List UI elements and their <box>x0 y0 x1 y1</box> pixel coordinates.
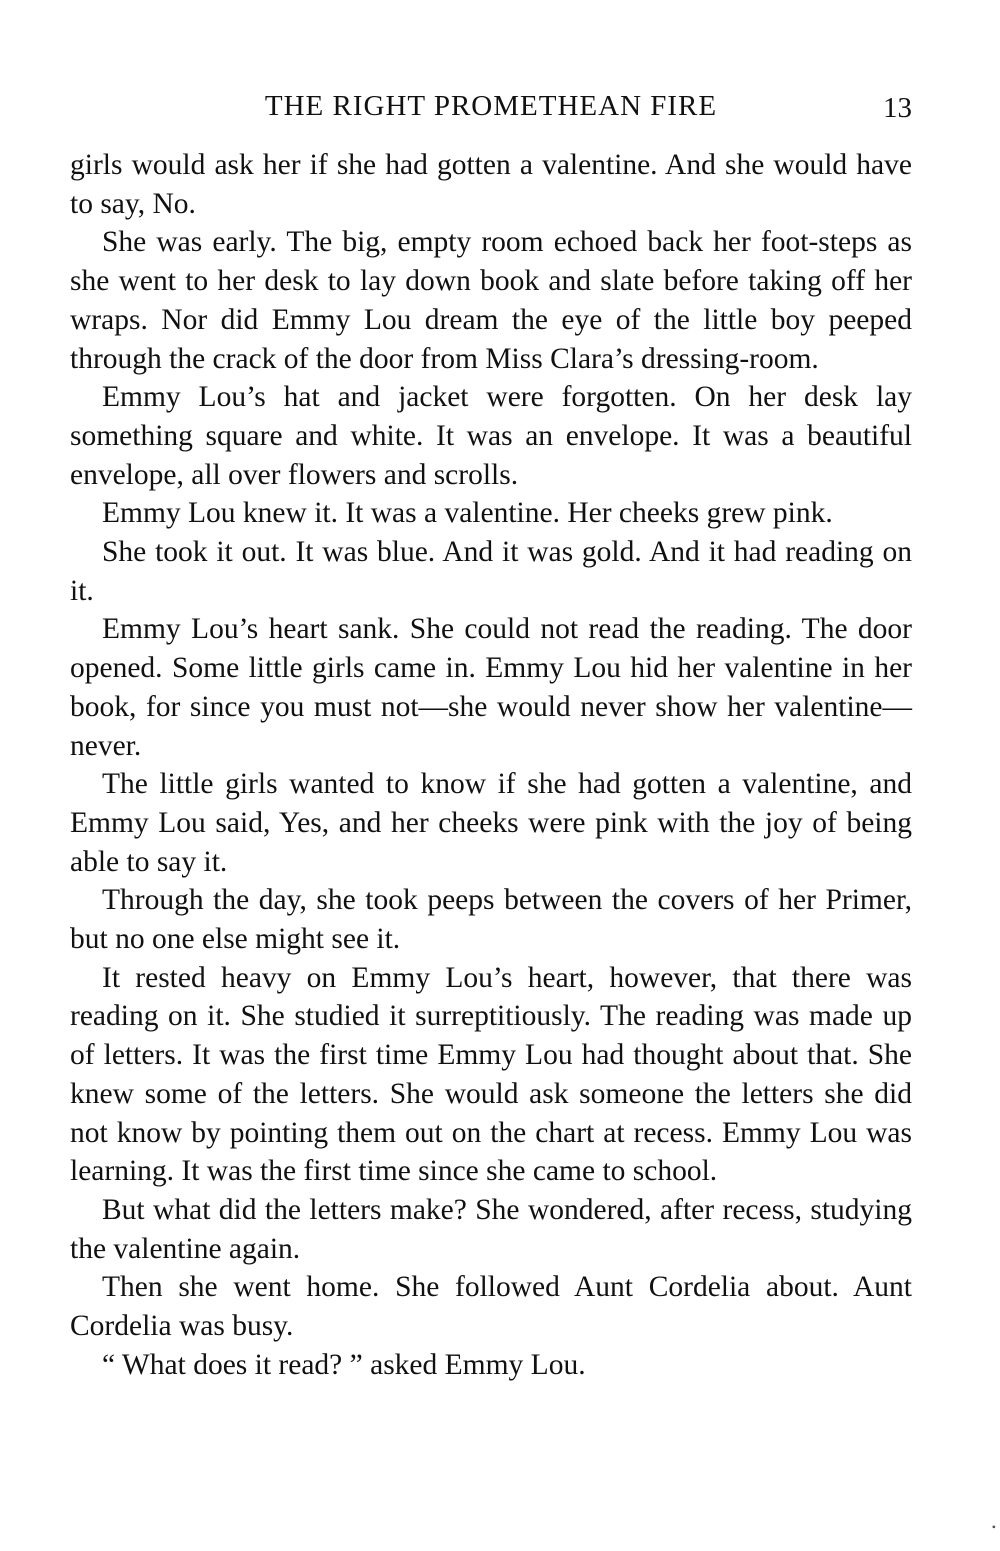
paragraph: Emmy Lou’s hat and jacket were forgotten. On her desk lay something square and white. It was an envelope. It was a beautiful envelope, all over flowers and scrolls. <box>70 381 912 491</box>
running-header <box>70 82 912 130</box>
page-number: 13 <box>883 92 912 124</box>
paragraph: The little girls wanted to know if she had gotten a valentine, and Emmy Lou said, Yes, and her cheeks were pink with the joy of being able to say it. <box>70 768 912 878</box>
paragraph: Through the day, she took peeps between the covers of her Primer, but no one else might see it. <box>70 884 912 956</box>
paragraph: Then she went home. She followed Aunt Cordelia about. Aunt Cordelia was busy. <box>70 1271 912 1343</box>
chapter-title: THE RIGHT PROMETHEAN FIRE <box>264 90 718 122</box>
paragraph: girls would ask her if she had gotten a valentine. And she would have to say, No. <box>70 149 912 220</box>
paragraph: But what did the letters make? She wondered, after recess, studying the valentine again. <box>70 1193 912 1265</box>
paragraph: She was early. The big, empty room echoed back her foot-steps as she went to her desk to lay down book and slate before taking off her wraps. Nor did Emmy Lou dream the eye of the little boy peeped through the crack of the door from Miss Clara’s dressing-room. <box>70 226 912 375</box>
paragraph: She took it out. It was blue. And it was gold. And it had reading on it. <box>70 536 912 607</box>
paragraph: It rested heavy on Emmy Lou’s heart, however, that there was reading on it. She studied it surreptitiously. The reading was made up of letters. It was the first time Emmy Lou had thought about that. She knew some of the letters. She would ask someone the letters she did not know by pointing them out on the chart at recess. Emmy Lou was learning. It was the first time since she came to school. <box>70 961 912 1188</box>
scan-speck: • <box>991 1520 996 1534</box>
paragraph: Emmy Lou knew it. It was a valentine. Her cheeks grew pink. <box>102 497 833 530</box>
paragraph: Emmy Lou’s heart sank. She could not read the reading. The door opened. Some little girls came in. Emmy Lou hid her valentine in her book, for since you must not—she would never show her valentine—never. <box>70 613 912 762</box>
paragraph: “ What does it read? ” asked Emmy Lou. <box>102 1348 586 1381</box>
page-body <box>70 146 912 1385</box>
